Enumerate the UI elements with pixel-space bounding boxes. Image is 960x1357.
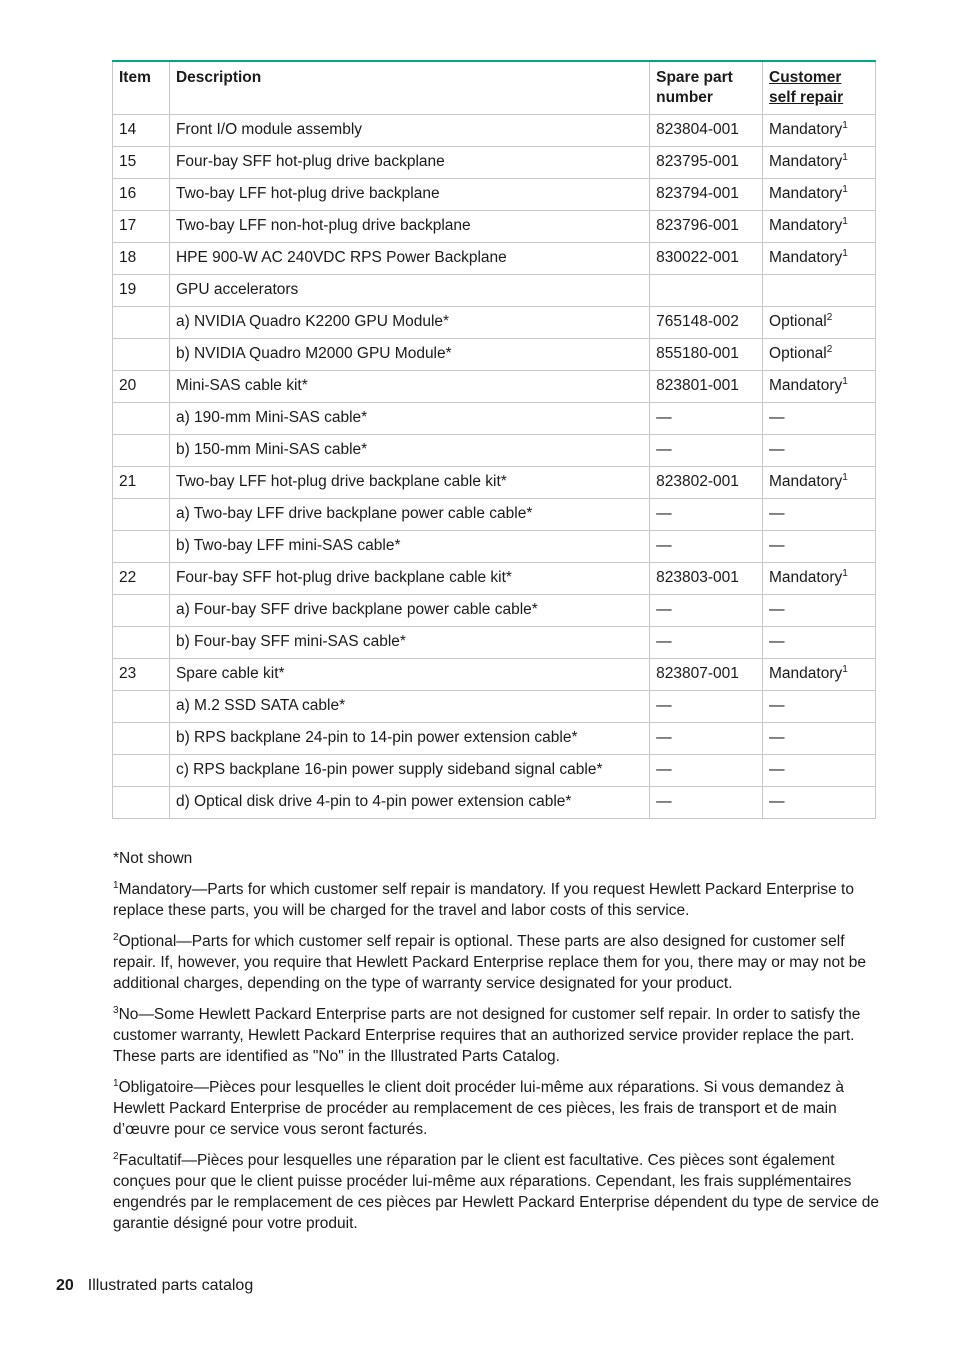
footnote-text: Obligatoire—Pièces pour lesquelles le client doit procéder lui-même aux réparations. Si vous demandez à Hewlett Packard Enterprise de procéder au remplacement de ces pièces, les frais de transport et de main d’œuvre pour ce service vous seront facturés. [113,1079,844,1138]
cell-spare-part-number: — [650,531,763,563]
section-title: Illustrated parts catalog [87,1277,254,1294]
cell-customer-self-repair: Mandatory$^1$ [763,563,876,595]
cell-description: b) RPS backplane 24-pin to 14-pin power extension cable* [169,723,649,755]
cell-item [113,499,170,531]
cell-item: 22 [113,563,170,595]
cell-spare-part-number [650,275,763,307]
cell-description: c) RPS backplane 16-pin power supply sideband signal cable* [169,755,649,787]
table-row [113,723,876,755]
footnote-marker: 1 [842,663,848,675]
cell-item [113,691,170,723]
cell-item: 23 [113,659,170,691]
table-row [113,435,876,467]
footnote [113,1077,879,1140]
cell-spare-part-number: 855180-001 [650,339,763,371]
cell-description: Four-bay SFF hot-plug drive backplane [169,147,649,179]
cell-spare-part-number: — [650,403,763,435]
cell-description: Mini-SAS cable kit* [169,371,649,403]
cell-description: b) Two-bay LFF mini-SAS cable* [169,531,649,563]
cell-item: 21 [113,467,170,499]
footnote-text: Facultatif—Pièces pour lesquelles une réparation par le client est facultative. Ces pièces sont également conçues pour que le client puisse procéder lui-même aux réparations. Cependant, les frais supplémentaires engendrés par le remplacement de ces pièces par Hewlett Packard Enterprise dépendent du type de service de garantie désigné pour votre produit. [113,1152,879,1232]
table-row [113,595,876,627]
table-row [113,787,876,819]
cell-item [113,403,170,435]
cell-spare-part-number: — [650,787,763,819]
cell-customer-self-repair: Mandatory$^1$ [763,147,876,179]
cell-description: b) 150-mm Mini-SAS cable* [169,435,649,467]
header-description: Description [169,61,649,115]
page-footer [56,1277,253,1295]
table-row [113,147,876,179]
cell-customer-self-repair: Mandatory$^1$ [763,211,876,243]
footnote [113,1150,879,1234]
cell-customer-self-repair: Mandatory$^1$ [763,467,876,499]
table-row [113,243,876,275]
footnote-text: No—Some Hewlett Packard Enterprise parts are not designed for customer self repair. In order to satisfy the customer warranty, Hewlett Packard Enterprise requires that an authorized service provider replace the part. These parts are identified as "No" in the Illustrated Parts Catalog. [113,1006,861,1065]
table-header-row [113,61,876,115]
footnote-marker: 2 [826,311,833,323]
table-row [113,627,876,659]
cell-item [113,723,170,755]
footnote [113,879,879,921]
page-number: 20 [56,1277,74,1294]
cell-spare-part-number: — [650,691,763,723]
table-row [113,339,876,371]
cell-customer-self-repair: — [763,627,876,659]
footnote-number: 2 [113,931,119,943]
cell-item: 17 [113,211,170,243]
table-row [113,179,876,211]
cell-description: b) Four-bay SFF mini-SAS cable* [169,627,649,659]
footnote-text: Optional—Parts for which customer self repair is optional. These parts are also designed for customer self repair. If, however, you require that Hewlett Packard Enterprise replace them for you, there may or may not be additional charges, depending on the type of warranty service designated for your product. [113,933,866,992]
footnote-number: 2 [113,1150,119,1162]
table-row [113,499,876,531]
cell-spare-part-number: — [650,755,763,787]
footnote-marker: 1 [842,151,848,163]
footnote [113,931,879,994]
table-row [113,755,876,787]
cell-spare-part-number: 823807-001 [650,659,763,691]
footnote [113,1004,879,1067]
cell-item [113,531,170,563]
cell-customer-self-repair: Optional$^2$ [763,307,876,339]
cell-description: Spare cable kit* [169,659,649,691]
cell-item [113,595,170,627]
header-customer-self-repair[interactable] [763,61,876,115]
cell-customer-self-repair: Optional$^2$ [763,339,876,371]
cell-item [113,307,170,339]
cell-description: Two-bay LFF non-hot-plug drive backplane [169,211,649,243]
cell-description: Two-bay LFF hot-plug drive backplane [169,179,649,211]
footnote-marker: 1 [842,247,848,259]
cell-item [113,339,170,371]
cell-customer-self-repair: — [763,755,876,787]
footnote-text: Mandatory—Parts for which customer self repair is mandatory. If you request Hewlett Packard Enterprise to replace these parts, you will be charged for the travel and labor costs of this service. [113,881,854,919]
cell-item [113,435,170,467]
footnote-marker: 1 [842,375,848,387]
footnote-marker: 1 [842,183,848,195]
cell-item: 18 [113,243,170,275]
customer-self-repair-link[interactable]: Customer self repair [769,69,844,106]
cell-spare-part-number: 823795-001 [650,147,763,179]
cell-customer-self-repair: Mandatory$^1$ [763,659,876,691]
cell-customer-self-repair: Mandatory$^1$ [763,371,876,403]
footnote-number: 1 [113,879,119,891]
table-row [113,531,876,563]
cell-item: 16 [113,179,170,211]
not-shown-note: *Not shown [113,850,193,867]
cell-item: 15 [113,147,170,179]
cell-spare-part-number: 823802-001 [650,467,763,499]
cell-spare-part-number: 823796-001 [650,211,763,243]
cell-spare-part-number: — [650,595,763,627]
cell-customer-self-repair: Mandatory$^1$ [763,243,876,275]
header-item: Item [113,61,170,115]
cell-customer-self-repair: — [763,787,876,819]
table-row [113,371,876,403]
cell-customer-self-repair: — [763,691,876,723]
table-row [113,307,876,339]
footnote-marker: 1 [842,215,848,227]
cell-spare-part-number: — [650,723,763,755]
cell-customer-self-repair [763,275,876,307]
cell-customer-self-repair: Mandatory$^1$ [763,179,876,211]
table-row [113,691,876,723]
header-spare-part-number: Spare part number [650,61,763,115]
cell-spare-part-number: — [650,435,763,467]
cell-spare-part-number: 823794-001 [650,179,763,211]
cell-spare-part-number: — [650,627,763,659]
cell-item [113,627,170,659]
cell-item: 14 [113,115,170,147]
footnote-list [113,879,879,1234]
cell-spare-part-number: 765148-002 [650,307,763,339]
cell-description: a) Four-bay SFF drive backplane power cable cable* [169,595,649,627]
cell-description: b) NVIDIA Quadro M2000 GPU Module* [169,339,649,371]
footnote-marker: 1 [842,471,848,483]
cell-item [113,755,170,787]
cell-description: Four-bay SFF hot-plug drive backplane cable kit* [169,563,649,595]
cell-description: a) M.2 SSD SATA cable* [169,691,649,723]
cell-description: a) Two-bay LFF drive backplane power cable cable* [169,499,649,531]
cell-spare-part-number: — [650,499,763,531]
cell-description: a) 190-mm Mini-SAS cable* [169,403,649,435]
table-row [113,403,876,435]
cell-customer-self-repair: — [763,531,876,563]
cell-customer-self-repair: Mandatory$^1$ [763,115,876,147]
cell-customer-self-repair: — [763,595,876,627]
cell-item: 19 [113,275,170,307]
footnote-marker: 1 [842,567,848,579]
footnote-number: 1 [113,1077,119,1089]
cell-description: HPE 900-W AC 240VDC RPS Power Backplane [169,243,649,275]
cell-spare-part-number: 823803-001 [650,563,763,595]
footnote-number: 3 [113,1004,119,1016]
cell-spare-part-number: 823804-001 [650,115,763,147]
cell-description: a) NVIDIA Quadro K2200 GPU Module* [169,307,649,339]
cell-customer-self-repair: — [763,499,876,531]
cell-description: d) Optical disk drive 4-pin to 4-pin power extension cable* [169,787,649,819]
table-row [113,563,876,595]
cell-item [113,787,170,819]
cell-description: Two-bay LFF hot-plug drive backplane cable kit* [169,467,649,499]
footnote-marker: 2 [826,343,833,355]
cell-item: 20 [113,371,170,403]
cell-customer-self-repair: — [763,435,876,467]
table-row [113,467,876,499]
footnote-marker: 1 [842,119,848,131]
cell-spare-part-number: 830022-001 [650,243,763,275]
footnotes [113,848,879,1244]
spare-parts-table [112,60,876,819]
table-row [113,115,876,147]
table-row [113,211,876,243]
cell-description: GPU accelerators [169,275,649,307]
table-row [113,275,876,307]
cell-customer-self-repair: — [763,723,876,755]
cell-description: Front I/O module assembly [169,115,649,147]
cell-customer-self-repair: — [763,403,876,435]
table-body [113,115,876,819]
table-row [113,659,876,691]
cell-spare-part-number: 823801-001 [650,371,763,403]
